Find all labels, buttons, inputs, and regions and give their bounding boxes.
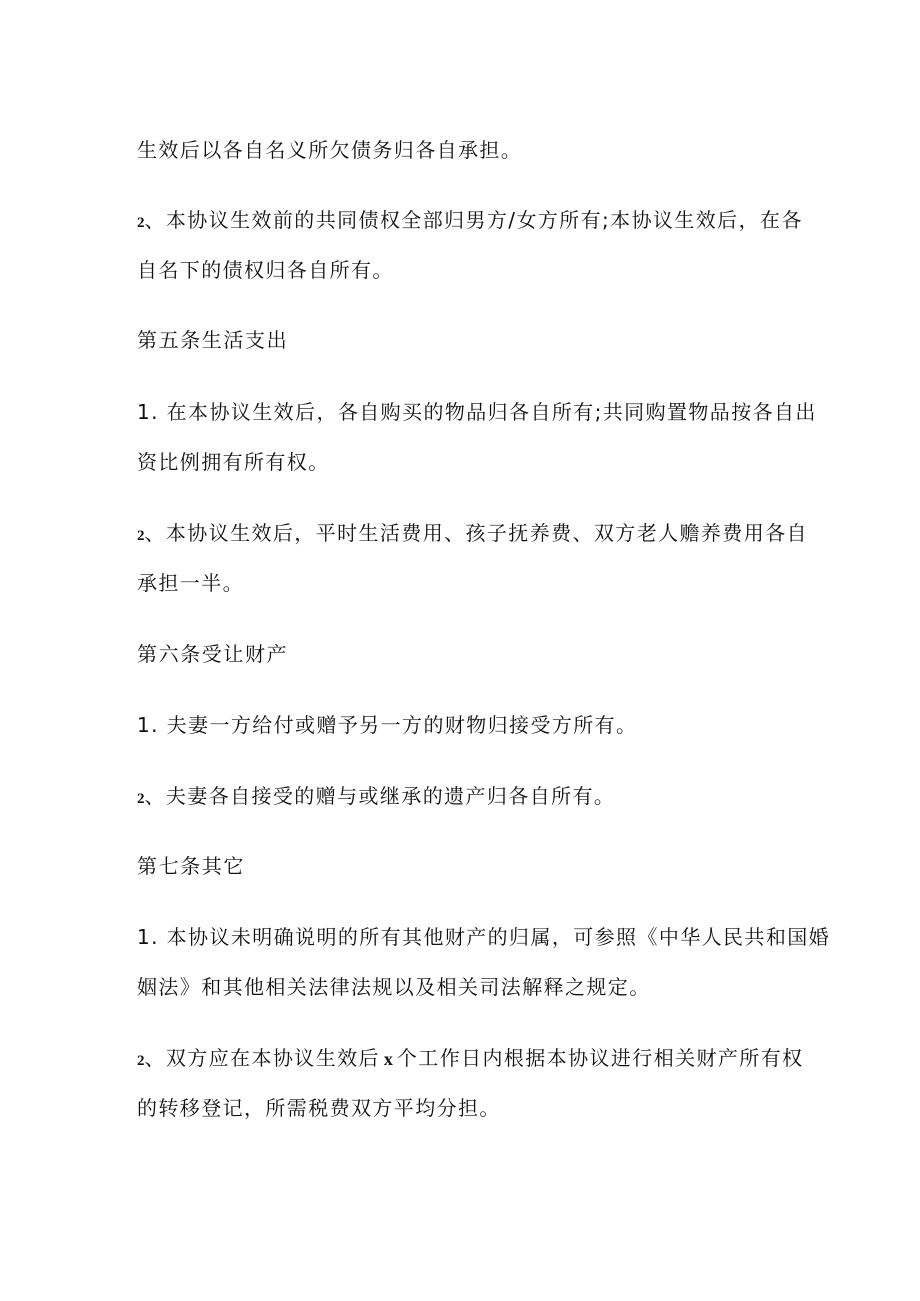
list-item-2: 2、本协议生效前的共同债权全部归男方/女方所有;本协议生效后，在各: [137, 208, 803, 232]
text-line: 姻法》和其他相关法律法规以及相关司法解释之规定。: [137, 975, 651, 999]
text-line: 的转移登记，所需税费双方平均分担。: [137, 1096, 501, 1120]
item-number: 2: [137, 528, 145, 544]
text-line: 资比例拥有所有权。: [137, 450, 330, 474]
list-item-1: 1. 在本协议生效后，各自购买的物品归各自所有;共同购置物品按各自出: [137, 400, 817, 424]
section-heading: 第五条生活支出: [137, 328, 289, 352]
text-line: 自名下的债权归各自所有。: [137, 258, 394, 282]
text-line: 生效后以各自名义所欠债务归各自承担。: [137, 138, 523, 162]
list-item-1: 1. 夫妻一方给付或赠予另一方的财物归接受方所有。: [137, 713, 638, 737]
list-item-2: 2、夫妻各自接受的赠与或继承的遗产归各自所有。: [137, 784, 616, 808]
section-heading: 第六条受让财产: [137, 642, 289, 666]
item-number: 2: [137, 215, 145, 231]
list-item-2: 2、本协议生效后，平时生活费用、孩子抚养费、双方老人赡养费用各自: [137, 521, 808, 545]
text-line: 承担一半。: [137, 571, 244, 595]
days-placeholder: x: [383, 1049, 393, 1069]
item-number: 2: [137, 1053, 145, 1069]
list-item-2: 2、双方应在本协议生效后 x 个工作日内根据本协议进行相关财产所有权: [137, 1046, 804, 1070]
item-number: 2: [137, 791, 145, 807]
section-heading: 第七条其它: [137, 854, 245, 878]
list-item-1: 1. 本协议未明确说明的所有其他财产的归属，可参照《中华人民共和国婚: [137, 925, 831, 949]
